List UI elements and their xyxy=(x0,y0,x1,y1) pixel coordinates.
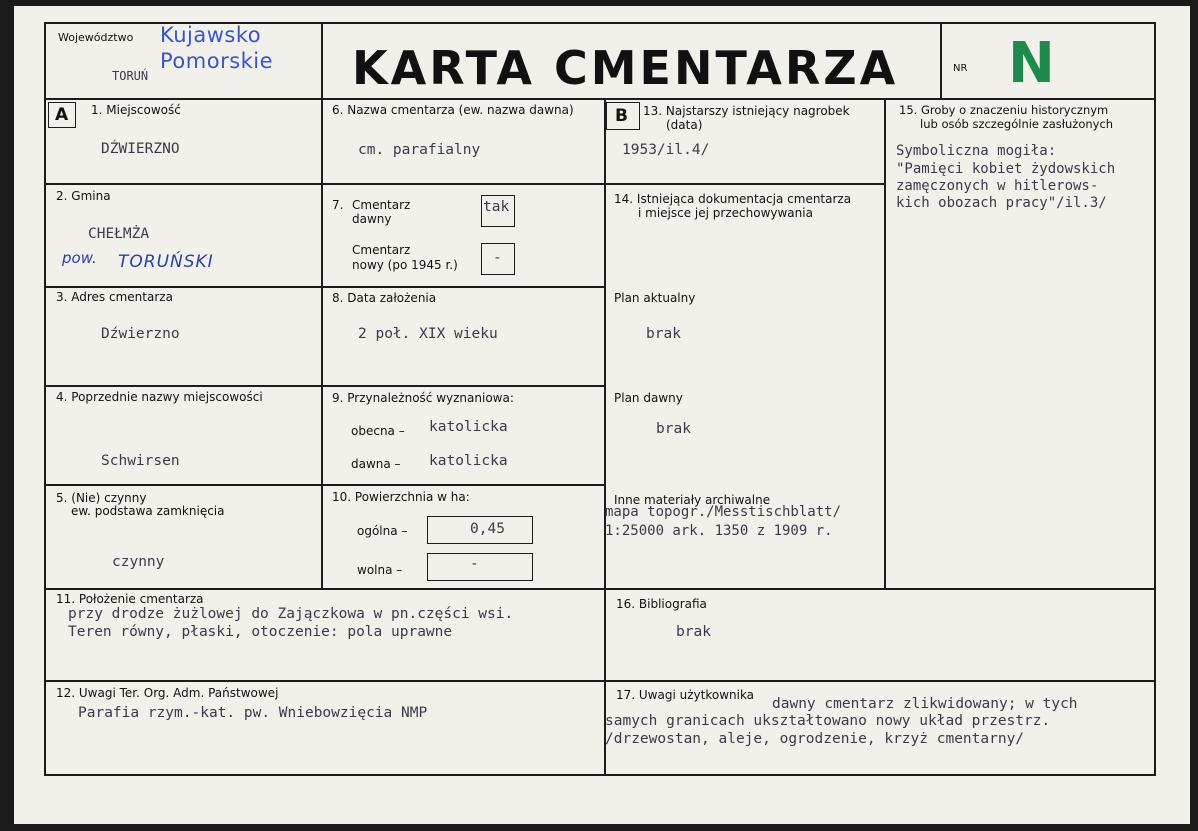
border-left xyxy=(44,22,46,775)
f15-line1: Symboliczna mogiła: xyxy=(896,143,1057,159)
plan-aktualny-value: brak xyxy=(646,326,681,342)
f3-value: Dźwierzno xyxy=(101,326,180,342)
f9-obecna-label: obecna – xyxy=(351,424,405,438)
f10-ogolna-value: 0,45 xyxy=(470,521,505,537)
f10-ogolna-label: ogólna – xyxy=(357,524,408,538)
f12-value: Parafia rzym.-kat. pw. Wniebowzięcia NMP xyxy=(78,705,428,721)
section-b-letter: B xyxy=(615,106,628,126)
plan-dawny-value: brak xyxy=(656,421,691,437)
wojewodztwo-label: Województwo xyxy=(58,31,134,44)
divider-row6 xyxy=(44,680,1156,682)
divider-nr xyxy=(940,22,942,98)
divider-row3 xyxy=(44,385,604,387)
f10-wolna-label: wolna – xyxy=(357,563,403,577)
card-title: KARTA CMENTARZA xyxy=(352,41,899,95)
f9-label: 9. Przynależność wyznaniowa: xyxy=(332,391,514,405)
stamp-line2: Pomorskie xyxy=(160,49,274,73)
inne-line1: mapa topogr./Messtischblatt/ xyxy=(605,504,842,520)
divider-row5 xyxy=(44,588,1156,590)
f5-label-line2: ew. podstawa zamknięcia xyxy=(71,504,225,518)
divider-row1 xyxy=(44,183,884,185)
f15-line2: "Pamięci kobiet żydowskich xyxy=(896,161,1116,177)
f9-obecna-value: katolicka xyxy=(429,419,508,435)
f2-hand-prefix: pow. xyxy=(62,249,97,267)
f15-line3: zamęczonych w hitlerows- xyxy=(896,178,1099,194)
f2-hand-value: TORUŃSKI xyxy=(118,252,214,272)
f10-wolna-box xyxy=(427,553,533,581)
f5-label-line1: 5. (Nie) czynny xyxy=(56,491,147,505)
nr-label: NR xyxy=(953,63,968,74)
f13-label-line2: (data) xyxy=(666,118,703,132)
f6-value: cm. parafialny xyxy=(358,142,481,158)
f17-label: 17. Uwagi użytkownika xyxy=(616,688,755,702)
section-a-letter: A xyxy=(55,105,69,125)
stamp-line1: Kujawsko xyxy=(160,23,262,47)
inne-label: Inne materiały archiwalne xyxy=(614,493,771,507)
f15-label-line2: lub osób szczególnie zasłużonych xyxy=(920,117,1114,131)
f4-value: Schwirsen xyxy=(101,453,180,469)
f14-label-line1: 14. Istniejąca dokumentacja cmentarza xyxy=(614,192,852,206)
f15-line4: kich obozach pracy"/il.3/ xyxy=(896,195,1107,211)
f17-line1: dawny cmentarz zlikwidowany; w tych xyxy=(772,696,1078,712)
inne-line2: 1:25000 ark. 1350 z 1909 r. xyxy=(605,523,833,539)
border-right xyxy=(1154,22,1156,775)
f8-label: 8. Data założenia xyxy=(332,291,437,305)
f7-nowy-label-2: nowy (po 1945 r.) xyxy=(352,258,458,272)
f11-label: 11. Położenie cmentarza xyxy=(56,592,204,606)
f7-nowy-value: - xyxy=(493,250,502,266)
f10-wolna-value: - xyxy=(470,556,479,572)
f10-label: 10. Powierzchnia w ha: xyxy=(332,490,470,504)
stamp-city: TORUŃ xyxy=(112,69,149,83)
f7-label: 7. xyxy=(332,198,344,212)
f7-dawny-value: tak xyxy=(483,199,510,215)
plan-aktualny-label: Plan aktualny xyxy=(614,291,696,305)
f4-label: 4. Poprzednie nazwy miejscowości xyxy=(56,390,263,404)
f3-label: 3. Adres cmentarza xyxy=(56,290,173,304)
f14-label-line2: i miejsce jej przechowywania xyxy=(638,206,813,220)
f13-label-line1: 13. Najstarszy istniejący nagrobek xyxy=(643,104,850,118)
f17-line2: samych granicach ukształtowano nowy układ przestrz. xyxy=(605,713,1051,729)
f8-value: 2 poł. XIX wieku xyxy=(358,326,498,342)
border-bottom xyxy=(44,774,1156,776)
nr-mark: N xyxy=(1008,31,1055,96)
f5-value: czynny xyxy=(112,554,165,570)
f11-line1: przy drodze żużlowej do Zajączkowa w pn.części wsi. xyxy=(68,606,514,622)
f13-value: 1953/il.4/ xyxy=(622,142,710,158)
f16-label: 16. Bibliografia xyxy=(616,597,707,611)
f7-dawny-label-1: Cmentarz xyxy=(352,198,411,212)
divider-col3 xyxy=(884,98,886,588)
f9-dawna-value: katolicka xyxy=(429,453,508,469)
divider-row4 xyxy=(44,484,604,486)
f15-label-line1: 15. Groby o znaczeniu historycznym xyxy=(899,103,1109,117)
f1-label: 1. Miejscowość xyxy=(91,103,181,117)
f17-line3: /drzewostan, aleje, ogrodzenie, krzyż cmentarny/ xyxy=(605,731,1025,747)
f2-value: CHEŁMŻA xyxy=(88,226,150,242)
f1-value: DŹWIERZNO xyxy=(101,141,180,157)
f7-dawny-label-2: dawny xyxy=(352,212,392,226)
f7-nowy-label-1: Cmentarz xyxy=(352,243,411,257)
f6-label: 6. Nazwa cmentarza (ew. nazwa dawna) xyxy=(332,103,574,117)
f11-line2: Teren równy, płaski, otoczenie: pola uprawne xyxy=(68,624,453,640)
f9-dawna-label: dawna – xyxy=(351,457,401,471)
f16-value: brak xyxy=(676,624,711,640)
divider-col1 xyxy=(321,22,323,588)
divider-col2 xyxy=(604,98,606,774)
divider-row2 xyxy=(44,286,604,288)
f12-label: 12. Uwagi Ter. Org. Adm. Państwowej xyxy=(56,686,279,700)
f2-label: 2. Gmina xyxy=(56,189,111,203)
plan-dawny-label: Plan dawny xyxy=(614,391,683,405)
divider-header xyxy=(44,98,1156,100)
